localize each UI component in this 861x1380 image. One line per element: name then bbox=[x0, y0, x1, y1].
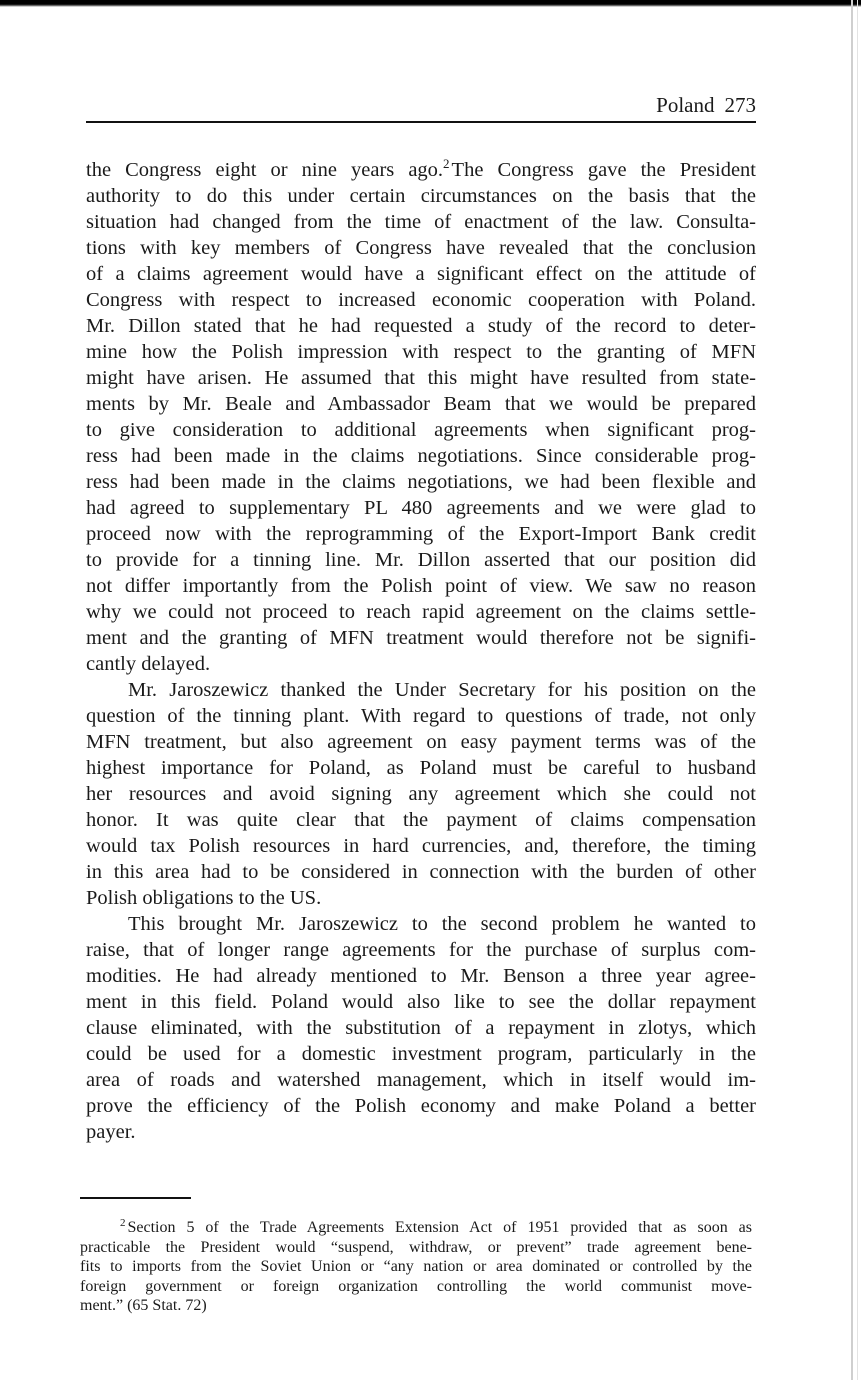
footnote-marker: 2 bbox=[120, 1216, 126, 1229]
text-line: cantly delayed. bbox=[86, 653, 211, 675]
text-line: prove the efficiency of the Polish economy and make Poland a better bbox=[86, 1095, 756, 1117]
footnote-reference: 2 bbox=[443, 156, 450, 172]
text-line: ress had been made in the claims negotiations, we had been flexible and bbox=[86, 471, 756, 493]
header-rule bbox=[86, 121, 756, 123]
text-line: MFN treatment, but also agreement on easy payment terms was of the bbox=[86, 731, 756, 753]
text-line: mine how the Polish impression with respect to the granting of MFN bbox=[86, 341, 756, 363]
footnote-line: practicable the President would “suspend, withdraw, or prevent” trade agreement bene- bbox=[80, 1238, 752, 1256]
page-number: 273 bbox=[724, 93, 756, 117]
text-line: of a claims agreement would have a significant effect on the attitude of bbox=[86, 263, 756, 285]
text-line: Mr. Jaroszewicz thanked the Under Secretary for his position on the bbox=[128, 679, 756, 701]
text-line: area of roads and watershed management, which in itself would im- bbox=[86, 1069, 756, 1091]
text-line: her resources and avoid signing any agreement which she could not bbox=[86, 783, 756, 805]
text-line: ments by Mr. Beale and Ambassador Beam that we would be prepared bbox=[86, 393, 756, 415]
scan-edge-right bbox=[851, 0, 853, 1380]
text-line: This brought Mr. Jaroszewicz to the second problem he wanted to bbox=[128, 913, 756, 935]
text-line: to give consideration to additional agreements when significant prog- bbox=[86, 419, 756, 441]
running-head-title: Poland bbox=[656, 93, 715, 117]
text-line: the Congress eight or nine years ago.$^2$The Congress gave the President bbox=[86, 156, 756, 181]
text-line: question of the tinning plant. With regard to questions of trade, not only bbox=[86, 705, 756, 727]
text-line: ment in this field. Poland would also like to see the dollar repayment bbox=[86, 991, 756, 1013]
footnote-line: $^2$ Section 5 of the Trade Agreements Extension Act of 1951 provided that as soon as bbox=[120, 1216, 752, 1236]
text-line: in this area had to be considered in connection with the burden of other bbox=[86, 861, 756, 883]
footnote-line: fits to imports from the Soviet Union or “any nation or area dominated or controlled by the bbox=[80, 1258, 752, 1275]
text-line: highest importance for Poland, as Poland must be careful to husband bbox=[86, 757, 756, 779]
text-line: authority to do this under certain circumstances on the basis that the bbox=[86, 185, 756, 207]
text-line: would tax Polish resources in hard currencies, and, therefore, the timing bbox=[86, 835, 756, 857]
text-line: could be used for a domestic investment program, particularly in the bbox=[86, 1043, 756, 1065]
text-line: raise, that of longer range agreements for the purchase of surplus com- bbox=[86, 939, 756, 961]
text-line: why we could not proceed to reach rapid agreement on the claims settle- bbox=[86, 601, 756, 623]
footnote-line: ment.” (65 Stat. 72) bbox=[80, 1297, 207, 1314]
text-line: not differ importantly from the Polish point of view. We saw no reason bbox=[86, 575, 756, 597]
scan-edge-right-outer bbox=[857, 0, 858, 1380]
footnote-rule bbox=[80, 1197, 191, 1199]
body-text bbox=[86, 157, 756, 1145]
text-line: payer. bbox=[86, 1121, 136, 1143]
text-line: Congress with respect to increased economic cooperation with Poland. bbox=[86, 289, 756, 311]
text-line: had agreed to supplementary PL 480 agreements and we were glad to bbox=[86, 497, 756, 519]
footnote bbox=[80, 1218, 752, 1316]
paragraph-1 bbox=[86, 157, 756, 677]
text-line: might have arisen. He assumed that this might have resulted from state- bbox=[86, 367, 756, 389]
text-line: tions with key members of Congress have revealed that the conclusion bbox=[86, 237, 756, 259]
text-line: clause eliminated, with the substitution of a repayment in zlotys, which bbox=[86, 1017, 756, 1039]
scan-edge-top bbox=[0, 0, 861, 7]
text-line: modities. He had already mentioned to Mr. Benson a three year agree- bbox=[86, 965, 756, 987]
paragraph-2 bbox=[86, 677, 756, 911]
text-line: Mr. Dillon stated that he had requested a study of the record to deter- bbox=[86, 315, 756, 337]
running-head bbox=[86, 92, 756, 118]
text-line: honor. It was quite clear that the payment of claims compensation bbox=[86, 809, 756, 831]
footnote-line: foreign government or foreign organization controlling the world communist move- bbox=[80, 1277, 752, 1295]
text-line: proceed now with the reprogramming of the Export-Import Bank credit bbox=[86, 523, 756, 545]
text-line: ress had been made in the claims negotiations. Since considerable prog- bbox=[86, 445, 756, 467]
text-line: situation had changed from the time of enactment of the law. Consulta- bbox=[86, 211, 756, 233]
text-line: Polish obligations to the US. bbox=[86, 887, 322, 909]
text-line: ment and the granting of MFN treatment would therefore not be signifi- bbox=[86, 627, 756, 649]
paragraph-3 bbox=[86, 911, 756, 1145]
text-line: to provide for a tinning line. Mr. Dillon asserted that our position did bbox=[86, 549, 756, 571]
